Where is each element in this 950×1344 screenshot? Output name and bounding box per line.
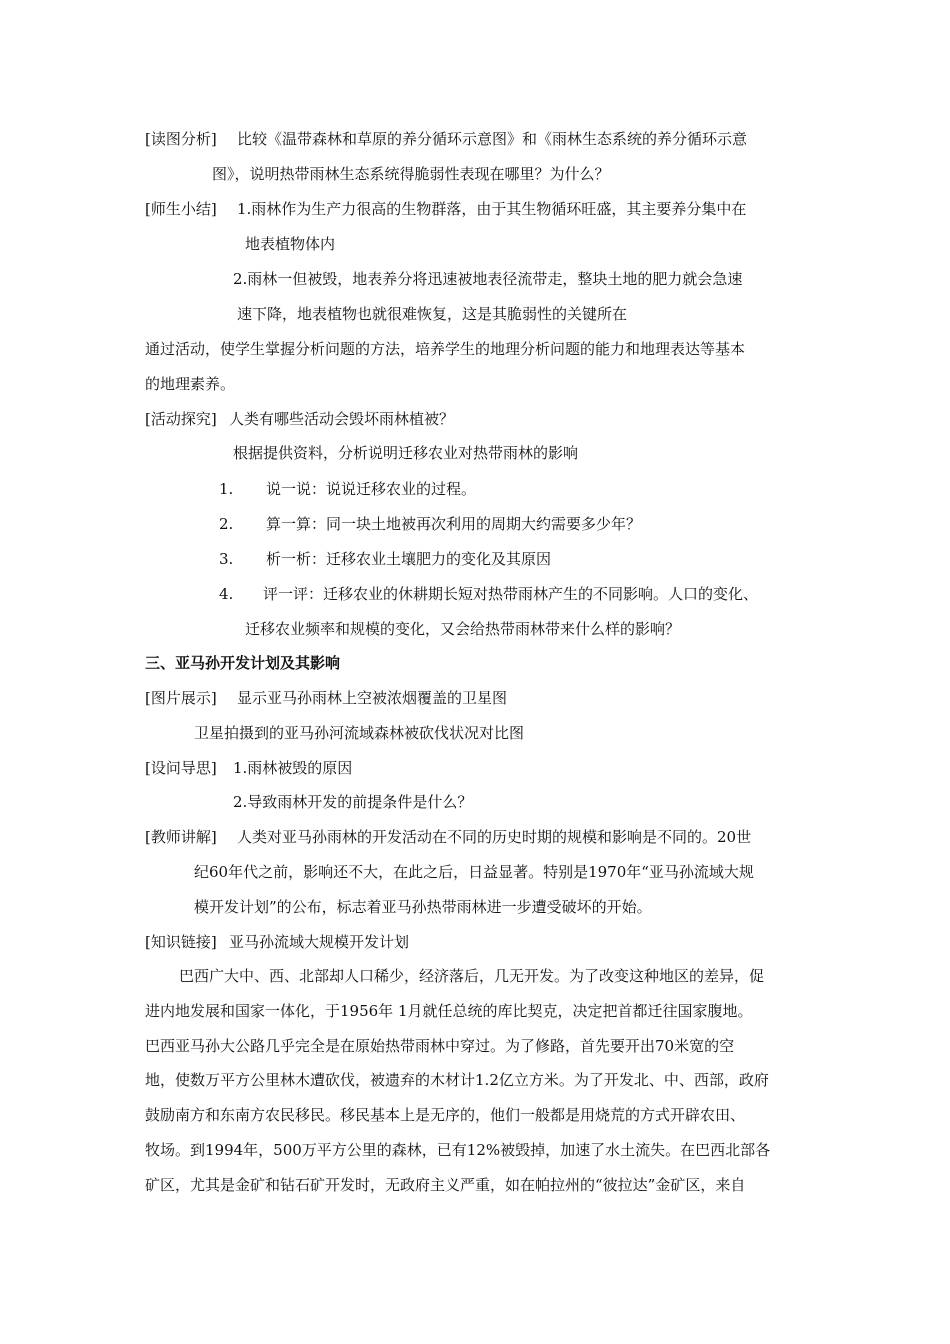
activity-intro: 根据提供资料，分析说明迁移农业对热带雨林的影响 (233, 444, 579, 462)
activity-item-number: 4. (219, 585, 234, 603)
summary-point-2a: 2.雨林一但被毁，地表养分将迅速被地表径流带走，整块土地的肥力就会急速 (233, 270, 743, 288)
goal-line-2: 的地理素养。 (145, 375, 236, 393)
body-paragraph-line: 进内地发展和国家一体化，于1956年 1月就任总统的库比契克，决定把首都迁往国家腹地。 (145, 1002, 753, 1020)
activity-item-text: 析一析：迁移农业土壤肥力的变化及其原因 (266, 550, 552, 568)
picture-line-2: 卫星拍摄到的亚马孙河流域森林被砍伐状况对比图 (194, 724, 525, 742)
teacher-line-3: 模开发计划”的公布，标志着亚马孙热带雨林进一步遭受破坏的开始。 (194, 898, 652, 916)
summary-point-1a: 1.雨林作为生产力很高的生物群落，由于其生物循环旺盛，其主要养分集中在 (237, 200, 747, 218)
activity-item-number: 3. (219, 550, 234, 568)
guide-question-2: 2.导致雨林开发的前提条件是什么？ (233, 793, 473, 811)
goal-line-1: 通过活动，使学生掌握分析问题的方法，培养学生的地理分析问题的能力和地理表达等基本 (145, 340, 746, 358)
teacher-tag: [教师讲解] (145, 828, 217, 846)
teacher-line-2: 纪60年代之前，影响还不大，在此之后，日益显著。特别是1970年“亚马孙流域大规 (194, 863, 754, 881)
link-tag: [知识链接] (145, 933, 217, 951)
body-paragraph-line: 巴西广大中、西、北部却人口稀少，经济落后，几无开发。为了改变这种地区的差异，促 (179, 967, 765, 985)
body-paragraph-line: 牧场。到1994年，500万平方公里的森林，已有12%被毁掉，加速了水土流失。在巴西北部各 (145, 1141, 771, 1159)
guide-question-1: 1.雨林被毁的原因 (233, 759, 353, 777)
activity-item-text: 算一算：同一块土地被再次利用的周期大约需要多少年？ (266, 515, 642, 533)
summary-tag: [师生小结] (145, 200, 217, 218)
activity-item-number: 2. (219, 515, 234, 533)
activity-question: 人类有哪些活动会毁坏雨林植被？ (229, 410, 455, 428)
activity-item-4-continued: 迁移农业频率和规模的变化，又会给热带雨林带来什么样的影响？ (245, 620, 681, 638)
read-tag: [读图分析] (145, 130, 217, 148)
summary-point-1b: 地表植物体内 (245, 235, 336, 253)
section-heading-3: 三、亚马孙开发计划及其影响 (145, 654, 341, 672)
summary-point-2b: 速下降，地表植物也就很难恢复，这是其脆弱性的关键所在 (237, 305, 628, 323)
activity-item-text: 评一评：迁移农业的休耕期长短对热带雨林产生的不同影响。人口的变化、 (263, 585, 759, 603)
read-line-1: 比较《温带森林和草原的养分循环示意图》和《雨林生态系统的养分循环示意 (237, 130, 748, 148)
activity-item-number: 1. (219, 480, 234, 498)
activity-item-text: 说一说：说说迁移农业的过程。 (266, 480, 477, 498)
activity-tag: [活动探究] (145, 410, 217, 428)
picture-tag: [图片展示] (145, 689, 217, 707)
picture-line-1: 显示亚马孙雨林上空被浓烟覆盖的卫星图 (237, 689, 508, 707)
guide-tag: [设问导思] (145, 759, 217, 777)
body-paragraph-line: 巴西亚马孙大公路几乎完全是在原始热带雨林中穿过。为了修路，首先要开出70米宽的空 (145, 1037, 735, 1055)
body-paragraph-line: 地，使数万平方公里林木遭砍伐，被遗弃的木材计1.2亿立方米。为了开发北、中、西部，政府 (145, 1071, 769, 1089)
link-title: 亚马孙流域大规模开发计划 (229, 933, 410, 951)
body-paragraph-line: 矿区，尤其是金矿和钻石矿开发时，无政府主义严重，如在帕拉州的“彼拉达”金矿区，来自 (145, 1176, 746, 1194)
teacher-line-1: 人类对亚马孙雨林的开发活动在不同的历史时期的规模和影响是不同的。20世 (237, 828, 752, 846)
body-paragraph-line: 鼓励南方和东南方农民移民。移民基本上是无序的，他们一般都是用烧荒的方式开辟农田、 (145, 1106, 746, 1124)
read-line-2: 图》，说明热带雨林生态系统得脆弱性表现在哪里？为什么？ (212, 165, 610, 183)
